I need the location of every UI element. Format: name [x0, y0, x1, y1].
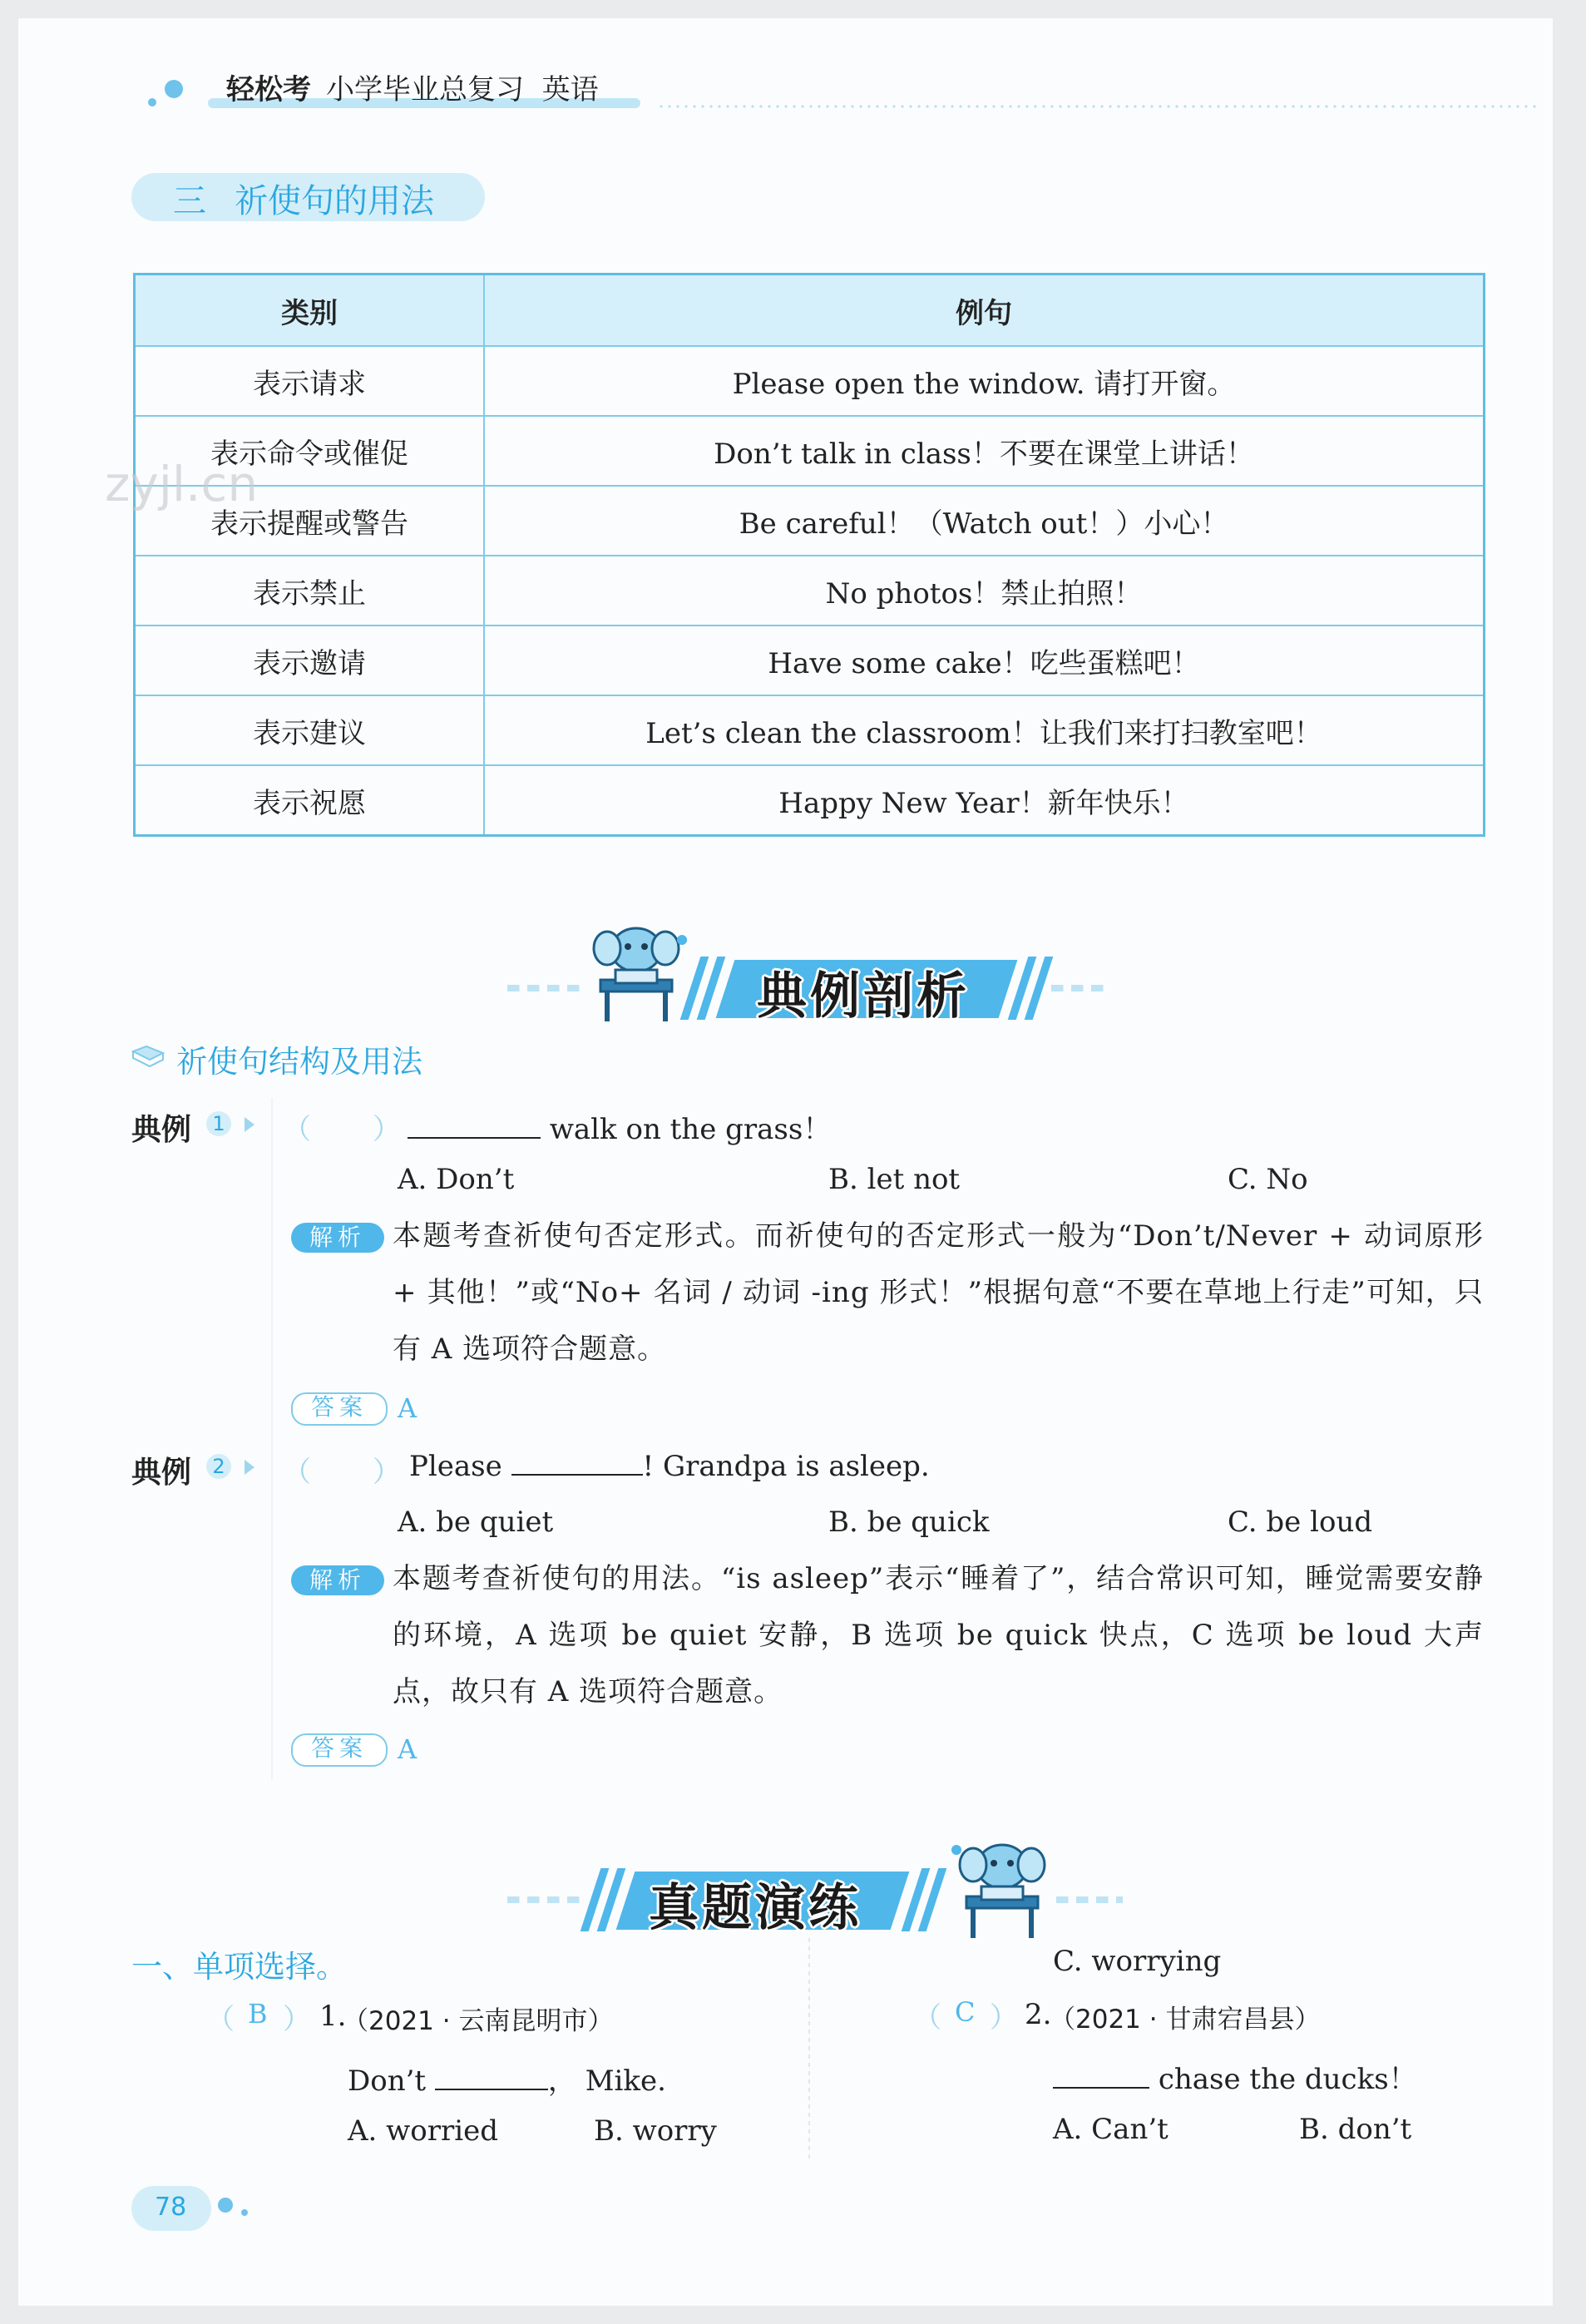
banner-dashes-left: [507, 985, 582, 991]
table-row: [135, 346, 1485, 416]
option-b: B. worry: [594, 2114, 717, 2148]
answer-tag: 答案: [291, 1733, 388, 1767]
analysis-text: 本题考查祈使句否定形式。而祈使句的否定形式一般为“Don’t/Never + 动词原形 + 其他！”或“No+ 名词 / 动词 -ing 形式！”根据句意“不要在草地上行走”可知，只有 A 选项符合题意。: [393, 1219, 1484, 1366]
example-arrow-icon: [245, 1460, 254, 1475]
table-header-row: [135, 274, 1485, 347]
exercise-number: 1.: [319, 2000, 347, 2033]
page-number-dot: [218, 2198, 233, 2213]
table-header-example: 例句: [484, 274, 1485, 347]
example-number: 1: [206, 1111, 231, 1136]
banner-dashes-left: [507, 1896, 582, 1903]
table-row: [135, 626, 1485, 695]
example-arrow-icon: [245, 1117, 254, 1132]
option-c: C. No: [1228, 1163, 1308, 1196]
answer-paren-close: ）: [283, 2003, 311, 2036]
option-c-carryover: C. worrying: [1053, 1945, 1222, 1978]
question-text-after: ! Grandpa is asleep.: [642, 1450, 930, 1483]
answer-tag: 答案: [291, 1392, 388, 1426]
header-brand: 轻松考: [226, 73, 311, 106]
exercise-number: 2.: [1025, 1998, 1052, 2031]
answer-paren-open: （: [913, 2001, 941, 2035]
exercise-question: [348, 2058, 666, 2099]
banner-example-analysis: [507, 915, 1106, 1031]
page-number: 78: [155, 2193, 187, 2222]
option-b: B. let not: [828, 1163, 961, 1196]
table-cell-example: Have some cake！吃些蛋糕吧！: [484, 626, 1485, 695]
book-icon: [131, 1045, 165, 1068]
answer-paren-close: ）: [990, 2001, 1018, 2035]
banner-dashes-right: [1051, 985, 1109, 991]
answer-paren-open: （: [206, 2003, 235, 2036]
example-question: [409, 1449, 930, 1483]
header-title: [226, 67, 599, 107]
answer-blank: [408, 1112, 541, 1139]
table-cell-category: 表示祝愿: [135, 765, 485, 836]
table-cell-category: 表示建议: [135, 695, 485, 765]
option-c: C. be loud: [1228, 1506, 1373, 1539]
answer-blank: [511, 1449, 643, 1476]
example-label: 典例: [131, 1113, 192, 1147]
analysis-tag: 解析: [291, 1565, 384, 1595]
elephant-mascot-icon: [582, 915, 690, 1023]
question-text: walk on the grass！: [549, 1113, 832, 1146]
exercise-answer: B: [248, 1998, 268, 2030]
question-text-after: chase the ducks！: [1158, 2063, 1417, 2096]
banner-title: 真题演练: [649, 1879, 862, 1937]
option-a: A. worried: [348, 2114, 499, 2148]
question-text-before: Don’t: [348, 2064, 427, 2098]
table-cell-example: Be careful！（Watch out！）小心！: [484, 486, 1485, 556]
table-cell-example: Let’s clean the classroom！让我们来打扫教室吧！: [484, 695, 1485, 765]
answer-paren-open: （: [283, 1456, 311, 1489]
answer-paren-close: ）: [373, 1456, 401, 1489]
header-book: 小学毕业总复习: [326, 73, 524, 106]
table-cell-category: 表示请求: [135, 346, 485, 416]
example-label: 典例: [131, 1456, 192, 1490]
subheading: 祈使句结构及用法: [176, 1044, 422, 1080]
answer-value: A: [398, 1733, 417, 1765]
column-divider: [808, 1938, 810, 2163]
header-dot-small: [148, 98, 156, 106]
exercise-question: [1053, 2056, 1417, 2097]
table-row: [135, 556, 1485, 626]
example-number: 2: [206, 1454, 231, 1479]
page-number-dot: [241, 2209, 248, 2216]
table-cell-category: 表示提醒或警告: [135, 486, 485, 556]
table-cell-example: Don’t talk in class！不要在课堂上讲话！: [484, 416, 1485, 486]
table-row: [135, 765, 1485, 836]
usage-table: [133, 273, 1485, 837]
answer-paren-open: （: [283, 1113, 311, 1146]
analysis-tag: 解析: [291, 1223, 384, 1253]
watermark: zyjl.cn: [105, 456, 259, 512]
header-subject: 英语: [541, 73, 599, 106]
option-a: A. be quiet: [398, 1506, 554, 1539]
table-header-category: 类别: [135, 274, 485, 347]
option-a: A. Can’t: [1053, 2113, 1169, 2146]
example-question: [408, 1106, 831, 1147]
table-row: [135, 695, 1485, 765]
option-a: A. Don’t: [398, 1163, 515, 1196]
answer-paren-close: ）: [373, 1113, 401, 1146]
option-b: B. be quick: [828, 1506, 990, 1539]
banner-dashes-right: [1056, 1896, 1123, 1903]
table-cell-example: Happy New Year！新年快乐！: [484, 765, 1485, 836]
question-text-before: Please: [409, 1450, 502, 1483]
table-cell-example: No photos！禁止拍照！: [484, 556, 1485, 626]
banner-real-exam-practice: [507, 1827, 1123, 1943]
answer-blank: [435, 2064, 548, 2090]
exercise-heading: 一、单项选择。: [131, 1949, 347, 1985]
header-dotted-line: [657, 105, 1539, 108]
analysis-text: 本题考查祈使句的用法。“is asleep”表示“睡着了”，结合常识可知，睡觉需要安静的环境，A 选项 be quiet 安静，B 选项 be quick 快点，C 选项 be loud 大声点，故只有 A 选项符合题意。: [393, 1562, 1484, 1708]
exercise-source: （2021 · 云南昆明市）: [343, 2006, 614, 2036]
answer-value: A: [398, 1392, 417, 1424]
table-row: [135, 486, 1485, 556]
answer-blank: [1053, 2062, 1149, 2089]
table-cell-category: 表示邀请: [135, 626, 485, 695]
question-text-after: ， Mike.: [547, 2064, 666, 2098]
table-cell-category: 表示命令或催促: [135, 416, 485, 486]
section-title: 祈使句的用法: [235, 182, 434, 220]
exercise-answer: C: [955, 1996, 976, 2028]
header-dot-large: [165, 80, 183, 98]
exercise-source: （2021 · 甘肃宕昌县）: [1050, 2005, 1321, 2035]
table-cell-category: 表示禁止: [135, 556, 485, 626]
example-divider: [271, 1098, 273, 1780]
option-b: B. don’t: [1299, 2113, 1412, 2146]
banner-title: 典例剖析: [757, 967, 970, 1026]
section-number: 三: [173, 182, 206, 220]
table-row: [135, 416, 1485, 486]
elephant-mascot-icon: [948, 1832, 1056, 1940]
table-cell-example: Please open the window. 请打开窗。: [484, 346, 1485, 416]
